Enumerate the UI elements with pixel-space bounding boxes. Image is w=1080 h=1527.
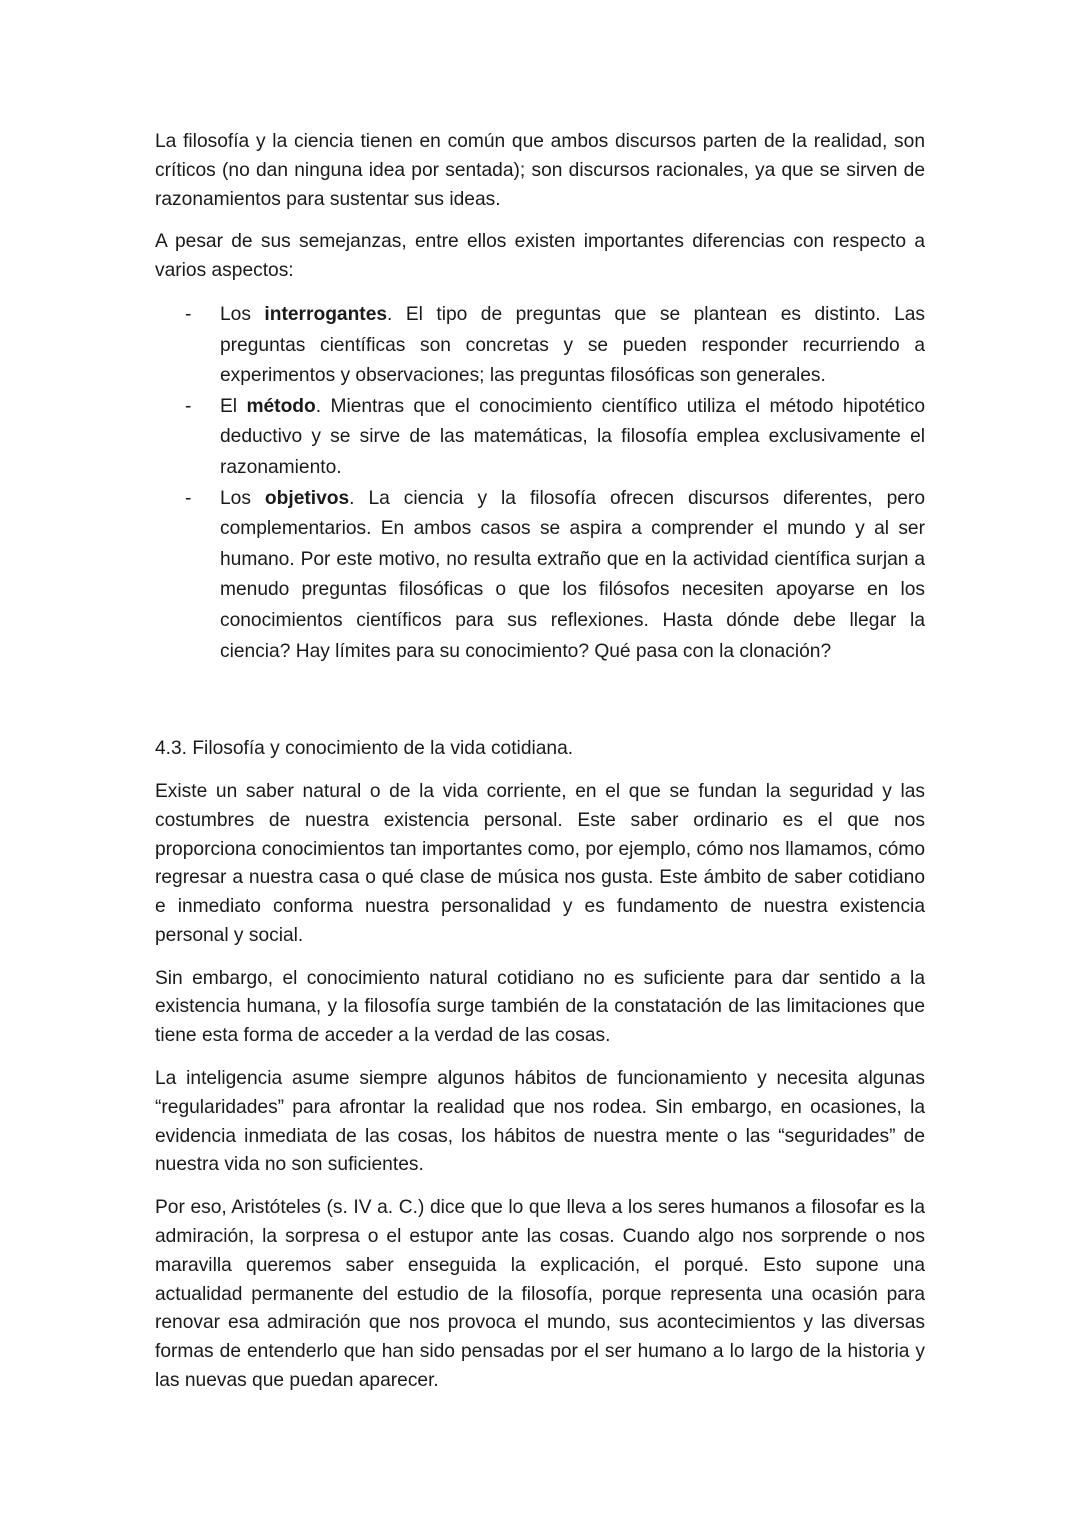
list-item-term: interrogantes [264, 303, 388, 325]
aspects-list [155, 300, 925, 667]
list-item-term: objetivos [264, 487, 350, 509]
list-item-prefix: Los [220, 303, 265, 325]
list-item-text: . El tipo de preguntas que se plantean es distinto. Las preguntas científicas son concretas y se pueden responder recurriendo a experimentos y observaciones; las preguntas filosóficas son generales. [220, 303, 925, 387]
list-dash: - [185, 487, 192, 509]
intro-paragraph-1: La filosofía y la ciencia tienen en común que ambos discursos parten de la realidad, son críticos (no dan ninguna idea por sentada); son discursos racionales, ya que se sirven de razonamientos para sustentar sus ideas. [155, 131, 925, 210]
section-paragraph-2: Sin embargo, el conocimiento natural cotidiano no es suficiente para dar sentido a la existencia humana, y la filosofía surge también de la constatación de las limitaciones que tiene esta forma de acceder a la verdad de las cosas. [155, 967, 925, 1047]
section-paragraph-3: La inteligencia asume siempre algunos hábitos de funcionamiento y necesita algunas “regularidades” para afrontar la realidad que nos rodea. Sin embargo, en ocasiones, la evidencia inmediata de las cosas, los hábitos de nuestra mente o las “seguridades” de nuestra vida no son suficientes. [155, 1068, 925, 1176]
list-item-prefix: Los [220, 487, 265, 509]
intro-paragraph-2: A pesar de sus semejanzas, entre ellos existen importantes diferencias con respecto a varios aspectos: [155, 231, 925, 282]
section-heading: 4.3. Filosofía y conocimiento de la vida cotidiana. [155, 738, 574, 760]
list-item-prefix: El [220, 395, 247, 417]
list-item-text: . Mientras que el conocimiento científico utiliza el método hipotético deductivo y se sirve de las matemáticas, la filosofía emplea exclusivamente el razonamiento. [220, 395, 925, 478]
section-paragraph-4: Por eso, Aristóteles (s. IV a. C.) dice que lo que lleva a los seres humanos a filosofar es la admiración, la sorpresa o el estupor ante las cosas. Cuando algo nos sorprende o nos maravilla queremos saber enseguida la explicación, el porqué. Esto supone una actualidad permanente del estudio de la filosofía, porque representa una ocasión para renovar esa admiración que nos provoca el mundo, sus acontecimientos y las diversas formas de entenderlo que han sido pensadas por el ser humano a lo largo de la historia y las nuevas que puedan aparecer. [155, 1197, 925, 1392]
list-dash: - [185, 303, 192, 325]
list-item-interrogantes [155, 300, 925, 392]
list-item-metodo [155, 392, 925, 484]
list-item-text: . La ciencia y la filosofía ofrecen discursos diferentes, pero complementarios. En ambos casos se aspira a comprender el mundo y al ser humano. Por este motivo, no resulta extraño que en la actividad científica surjan a menudo preguntas filosóficas o que los filósofos necesiten apoyarse en los conocimientos científicos para sus reflexiones. Hasta dónde debe llegar la ciencia? Hay límites para su conocimiento? Qué pasa con la clonación? [220, 487, 925, 662]
list-item-term: método [246, 395, 316, 417]
list-item-objetivos [155, 484, 925, 668]
list-dash: - [185, 395, 192, 417]
section-paragraph-1: Existe un saber natural o de la vida corriente, en el que se fundan la seguridad y las costumbres de nuestra existencia personal. Este saber ordinario es el que nos proporciona conocimientos tan importantes como, por ejemplo, cómo nos llamamos, cómo regresar a nuestra casa o qué clase de música nos gusta. Este ámbito de saber cotidiano e inmediato conforma nuestra personalidad y es fundamento de nuestra existencia personal y social. [155, 780, 925, 946]
document-page [155, 128, 925, 1410]
